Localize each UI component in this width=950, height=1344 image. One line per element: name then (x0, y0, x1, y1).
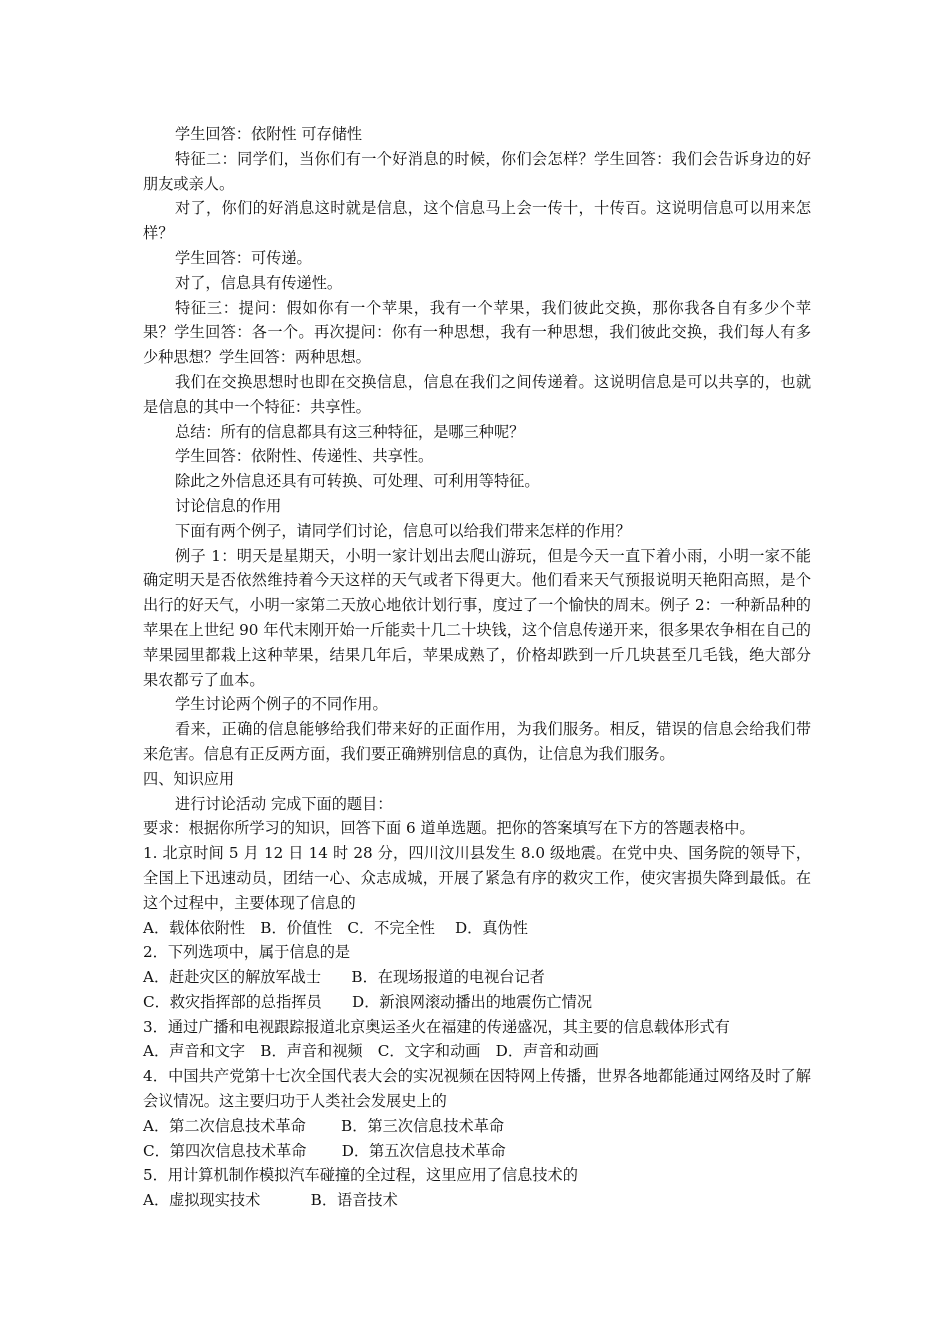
paragraph: 下面有两个例子，请同学们讨论，信息可以给我们带来怎样的作用？ (175, 521, 631, 540)
paragraph: 对了，你们的好消息这时就是信息，这个信息马上会一传十，十传百。这说明信息可以用来怎样？ (143, 199, 811, 243)
paragraph: A．第二次信息技术革命 B．第三次信息技术革命 (143, 1116, 505, 1135)
paragraph: A．虚拟现实技术 B．语音技术 (143, 1191, 398, 1210)
paragraph: A．声音和文字 B．声音和视频 C．文字和动画 D．声音和动画 (143, 1042, 599, 1061)
paragraph: A．赶赴灾区的解放军战士 B．在现场报道的电视台记者 (143, 968, 545, 987)
paragraph: 我们在交换思想时也即在交换信息，信息在我们之间传递着。这说明信息是可以共享的，也就是信息的其中一个特征：共享性。 (143, 372, 811, 416)
paragraph: 对了，信息具有传递性。 (175, 273, 343, 292)
paragraph: 例子 1：明天是星期天，小明一家计划出去爬山游玩，但是今天一直下着小雨，小明一家不能确定明天是否依然维持着今天这样的天气或者下得更大。他们看来天气预报说明天艳阳高照，是个出行的好天气，小明一家第二天放心地依计划行事，度过了一个愉快的周末。例子 2：一种新品种的苹果在上世纪 90 年代末刚开始一斤能卖十几二十块钱，这个信息传递开来，很多果农争相在自己的苹果园里都栽上这种苹果，结果几年后，苹果成熟了，价格却跌到一斤几块甚至几毛钱，绝大部分果农都亏了血本。 (143, 546, 811, 689)
document-body (143, 122, 811, 1213)
paragraph: 特征三：提问：假如你有一个苹果，我有一个苹果，我们彼此交换，那你我各自有多少个苹果？学生回答：各一个。再次提问：你有一种思想，我有一种思想，我们彼此交换，我们每人有多少种思想？学生回答：两种思想。 (143, 298, 811, 367)
paragraph: 学生讨论两个例子的不同作用。 (175, 695, 388, 714)
paragraph: 特征二：同学们，当你们有一个好消息的时候，你们会怎样？学生回答：我们会告诉身边的好朋友或亲人。 (143, 149, 811, 193)
paragraph: 学生回答：依附性、传递性、共享性。 (175, 447, 434, 466)
paragraph: 5．用计算机制作模拟汽车碰撞的全过程，这里应用了信息技术的 (143, 1166, 578, 1185)
paragraph: 学生回答：可传递。 (175, 248, 312, 267)
paragraph: C．救灾指挥部的总指挥员 D．新浪网滚动播出的地震伤亡情况 (143, 992, 593, 1011)
paragraph: 四、知识应用 (143, 769, 235, 788)
paragraph: 2．下列选项中，属于信息的是 (143, 943, 351, 962)
paragraph: 除此之外信息还具有可转换、可处理、可利用等特征。 (175, 472, 540, 491)
paragraph: 进行讨论活动 完成下面的题目： (175, 794, 393, 813)
paragraph: C．第四次信息技术革命 D．第五次信息技术革命 (143, 1141, 506, 1160)
paragraph: 要求：根据你所学习的知识，回答下面 6 道单选题。把你的答案填写在下方的答题表格中。 (143, 819, 755, 838)
paragraph: 3．通过广播和电视跟踪报道北京奥运圣火在福建的传递盛况，其主要的信息载体形式有 (143, 1017, 730, 1036)
paragraph: 4．中国共产党第十七次全国代表大会的实况视频在因特网上传播，世界各地都能通过网络及时了解会议情况。这主要归功于人类社会发展史上的 (143, 1067, 811, 1111)
paragraph: A．载体依附性 B．价值性 C．不完全性 D．真伪性 (143, 918, 528, 937)
paragraph: 学生回答：依附性 可存储性 (175, 125, 363, 143)
paragraph: 总结：所有的信息都具有这三种特征，是哪三种呢？ (175, 422, 525, 441)
paragraph: 1. 北京时间 5 月 12 日 14 时 28 分，四川汶川县发生 8.0 级地震。在党中央、国务院的领导下，全国上下迅速动员，团结一心、众志成城，开展了紧急有序的救灾工作，使灾害损失降到最低。在这个过程中，主要体现了信息的 (143, 844, 811, 912)
paragraph: 看来，正确的信息能够给我们带来好的正面作用，为我们服务。相反，错误的信息会给我们带来危害。信息有正反两方面，我们要正确辨别信息的真伪，让信息为我们服务。 (143, 720, 811, 763)
paragraph: 讨论信息的作用 (175, 496, 282, 515)
